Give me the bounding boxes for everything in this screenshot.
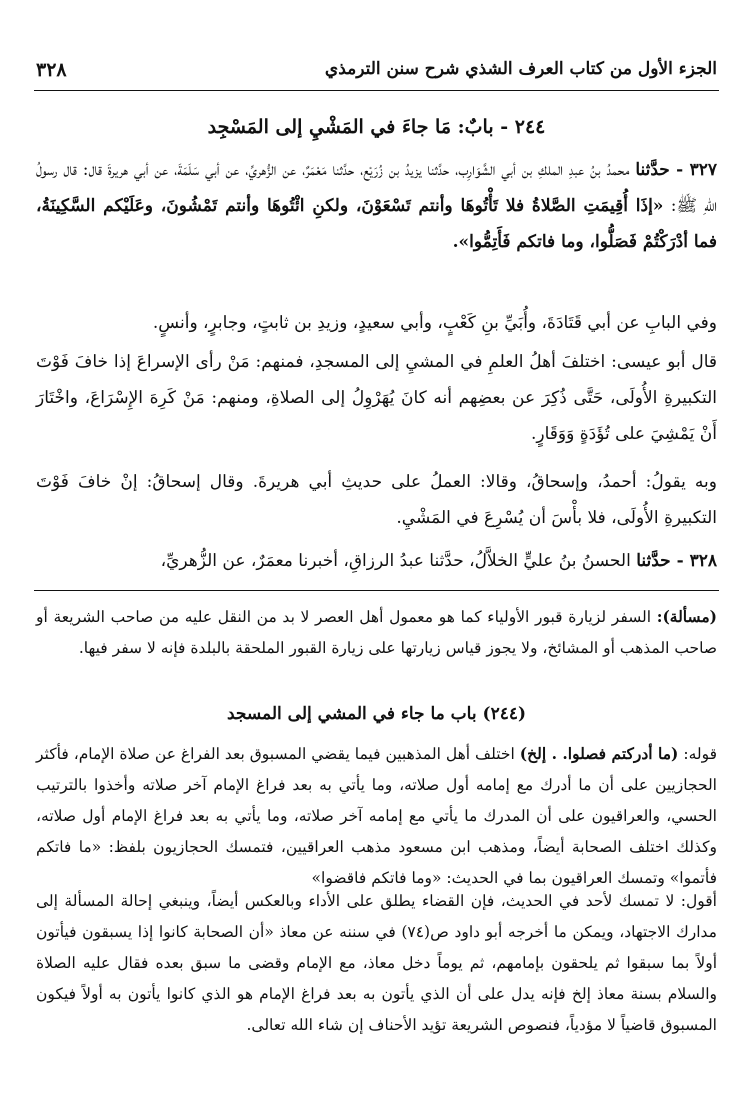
chapter-title: مَا جاءَ في المَشْيِ إلى المَسْجِد bbox=[207, 116, 452, 138]
note-masala bbox=[36, 601, 717, 664]
commentary-paragraph-2: أقول: لا تمسك لأحد في الحديث، فإن القضاء يطلق على الأداء وبالعكس أيضاً، وينبغي إحالة المسألة إلى مدارك الاجتهاد، ويمكن ما أخرجه أبو داود ص(٧٤) في سننه عن معاذ «أن الصحابة كانوا إذا يسبقون فيأتون أولاً بما سبقوا ثم يلحقون بإمامهم، ثم يوماً دخل معاذ، مع الإمام وقضى ما سبق بعده فقال عليه الصلاة والسلام بسنة معاذ إلخ فإنه يدل على أن الذي يأتون به بعد فراغ الإمام هو الذي كانوا يأتون به أولاً فيكون المسبوق قاضياً لا مؤدياً، فنصوص الشريعة تؤيد الأحناف إن شاء الله تعالى. bbox=[36, 892, 717, 1034]
paragraph-ahmad-ishaq: وبه يقولُ: أحمدُ، وإسحاقُ، وقالا: العملُ على حديثِ أبي هريرةَ. وقال إسحاقُ: إنْ خافَ فَوْتَ التكبيرةِ الأُولَى، فلا بأْسَ أن يُسْرِعَ في المَشْيِ. bbox=[36, 472, 717, 528]
header-rule bbox=[34, 90, 719, 91]
chapter-heading bbox=[36, 116, 717, 138]
book-title: الجزء الأول من كتاب العرف الشذي شرح سنن الترمذي bbox=[324, 59, 717, 79]
hadith-328-isnad: الحسنُ بنُ عليٍّ الخلاَّلُ، حدَّثنا عبدُ الرزاقِ، أخبرنا معمَرٌ، عن الزُّهريِّ، bbox=[160, 551, 631, 571]
hadith-327-matn: «إذَا أُقِيمَتِ الصَّلاةُ فلا تَأْتُوهَا وأنتم تَسْعَوْنَ، ولكنِ ائْتُوهَا وأنتم تَمْشُونَ، وعَلَيْكم السَّكِينَةُ، فما أدْرَكْتُمْ فَصَلُّوا، وما فاتكم فَأَتِمُّوا». bbox=[36, 196, 717, 252]
paragraph-abu-isa: قال أبو عيسى: اختلفَ أهلُ العلمِ في المشيِ إلى المسجدِ، فمنهم: مَنْ رأى الإسراعَ إذا خافَ فَوْتَ التكبيرةِ الأُولَى، حَتَّى ذُكِرَ عن بعضِهم أنه كانَ يُهَرْوِلُ إلى الصلاةِ، ومنهم: مَنْ كَرِهَ الإِسْرَاعَ، واخْتَارَ أَنْ يَمْشِيَ على تُؤَدَةٍ وَوَقَارٍ. bbox=[36, 352, 717, 444]
note-text: السفر لزيارة قبور الأولياء كما هو معمول أهل العصر لا بد من النقل عليه من صاحب الشريعة أو صاحب المذهب أو المشائخ، ولا يجوز قياس زيارتها على زيارة القبور الملحقة بالبلدة فإنه لا سفر فيها. bbox=[36, 608, 717, 657]
footnote-rule bbox=[34, 590, 719, 591]
hadith-328-number: ٣٢٨ - حدَّثنا bbox=[636, 551, 717, 571]
page-number: ٣٢٨ bbox=[36, 59, 67, 81]
commentary-prefix: قوله: bbox=[683, 745, 718, 763]
commentary-text: اختلف أهل المذهبين فيما يقضي المسبوق بعد الفراغ عن صلاة الإمام، فأكثر الحجازيين على أن ما أدرك مع إمامه أول صلاته، وما يأتي به بعد فراغ الإمام آخر صلاته وأخذوا بالترتيب الحسي، والعراقيون على أن المدرك ما يأتي مع إمامه آخر صلاته، وما يأتي به بعد فراغ الإمام أول صلاته، وكذلك اختلف الصحابة أيضاً، ومذهب ابن مسعود مذهب العراقيين، فتمسك الحجازيون بلفظ: «ما فاتكم فأتموا» وتمسك العراقيون بما في الحديث: «وما فاتكم فاقضوا» bbox=[36, 745, 717, 887]
hadith-327-number: ٣٢٧ - حدَّثنا bbox=[635, 160, 718, 180]
commentary-quote: (ما أدركتم فصلوا. . إلخ) bbox=[519, 744, 679, 763]
hadith-328 bbox=[36, 543, 717, 579]
hadith-327-isnad: محمدُ بنُ عبدِ الملكِ بن أبي الشَّوَارِب، حدَّثنا يزيدُ بن زُرَيْع، حدَّثنا مَعْمَرٌ، عن الزُّهريِّ، عن أبي سَلَمَةَ، عن أبي هريرةَ قال: قال رسولُ اللهِ ﷺ: bbox=[36, 160, 718, 216]
note-label: (مسألة): bbox=[656, 607, 717, 626]
running-header bbox=[36, 55, 717, 85]
hadith-327 bbox=[36, 152, 717, 260]
chapter-number: ٢٤٤ - بابٌ: bbox=[457, 116, 546, 138]
paragraph-in-the-chapter: وفي البابِ عن أبي قَتَادَةَ، وأُبَيِّ بنِ كَعْبٍ، وأبي سعيدٍ، وزيدِ بن ثابتٍ، وجابرٍ، وأنسٍ. bbox=[152, 313, 717, 333]
commentary-heading: (٢٤٤) باب ما جاء في المشي إلى المسجد bbox=[226, 704, 527, 724]
commentary-paragraph-1 bbox=[36, 738, 717, 894]
